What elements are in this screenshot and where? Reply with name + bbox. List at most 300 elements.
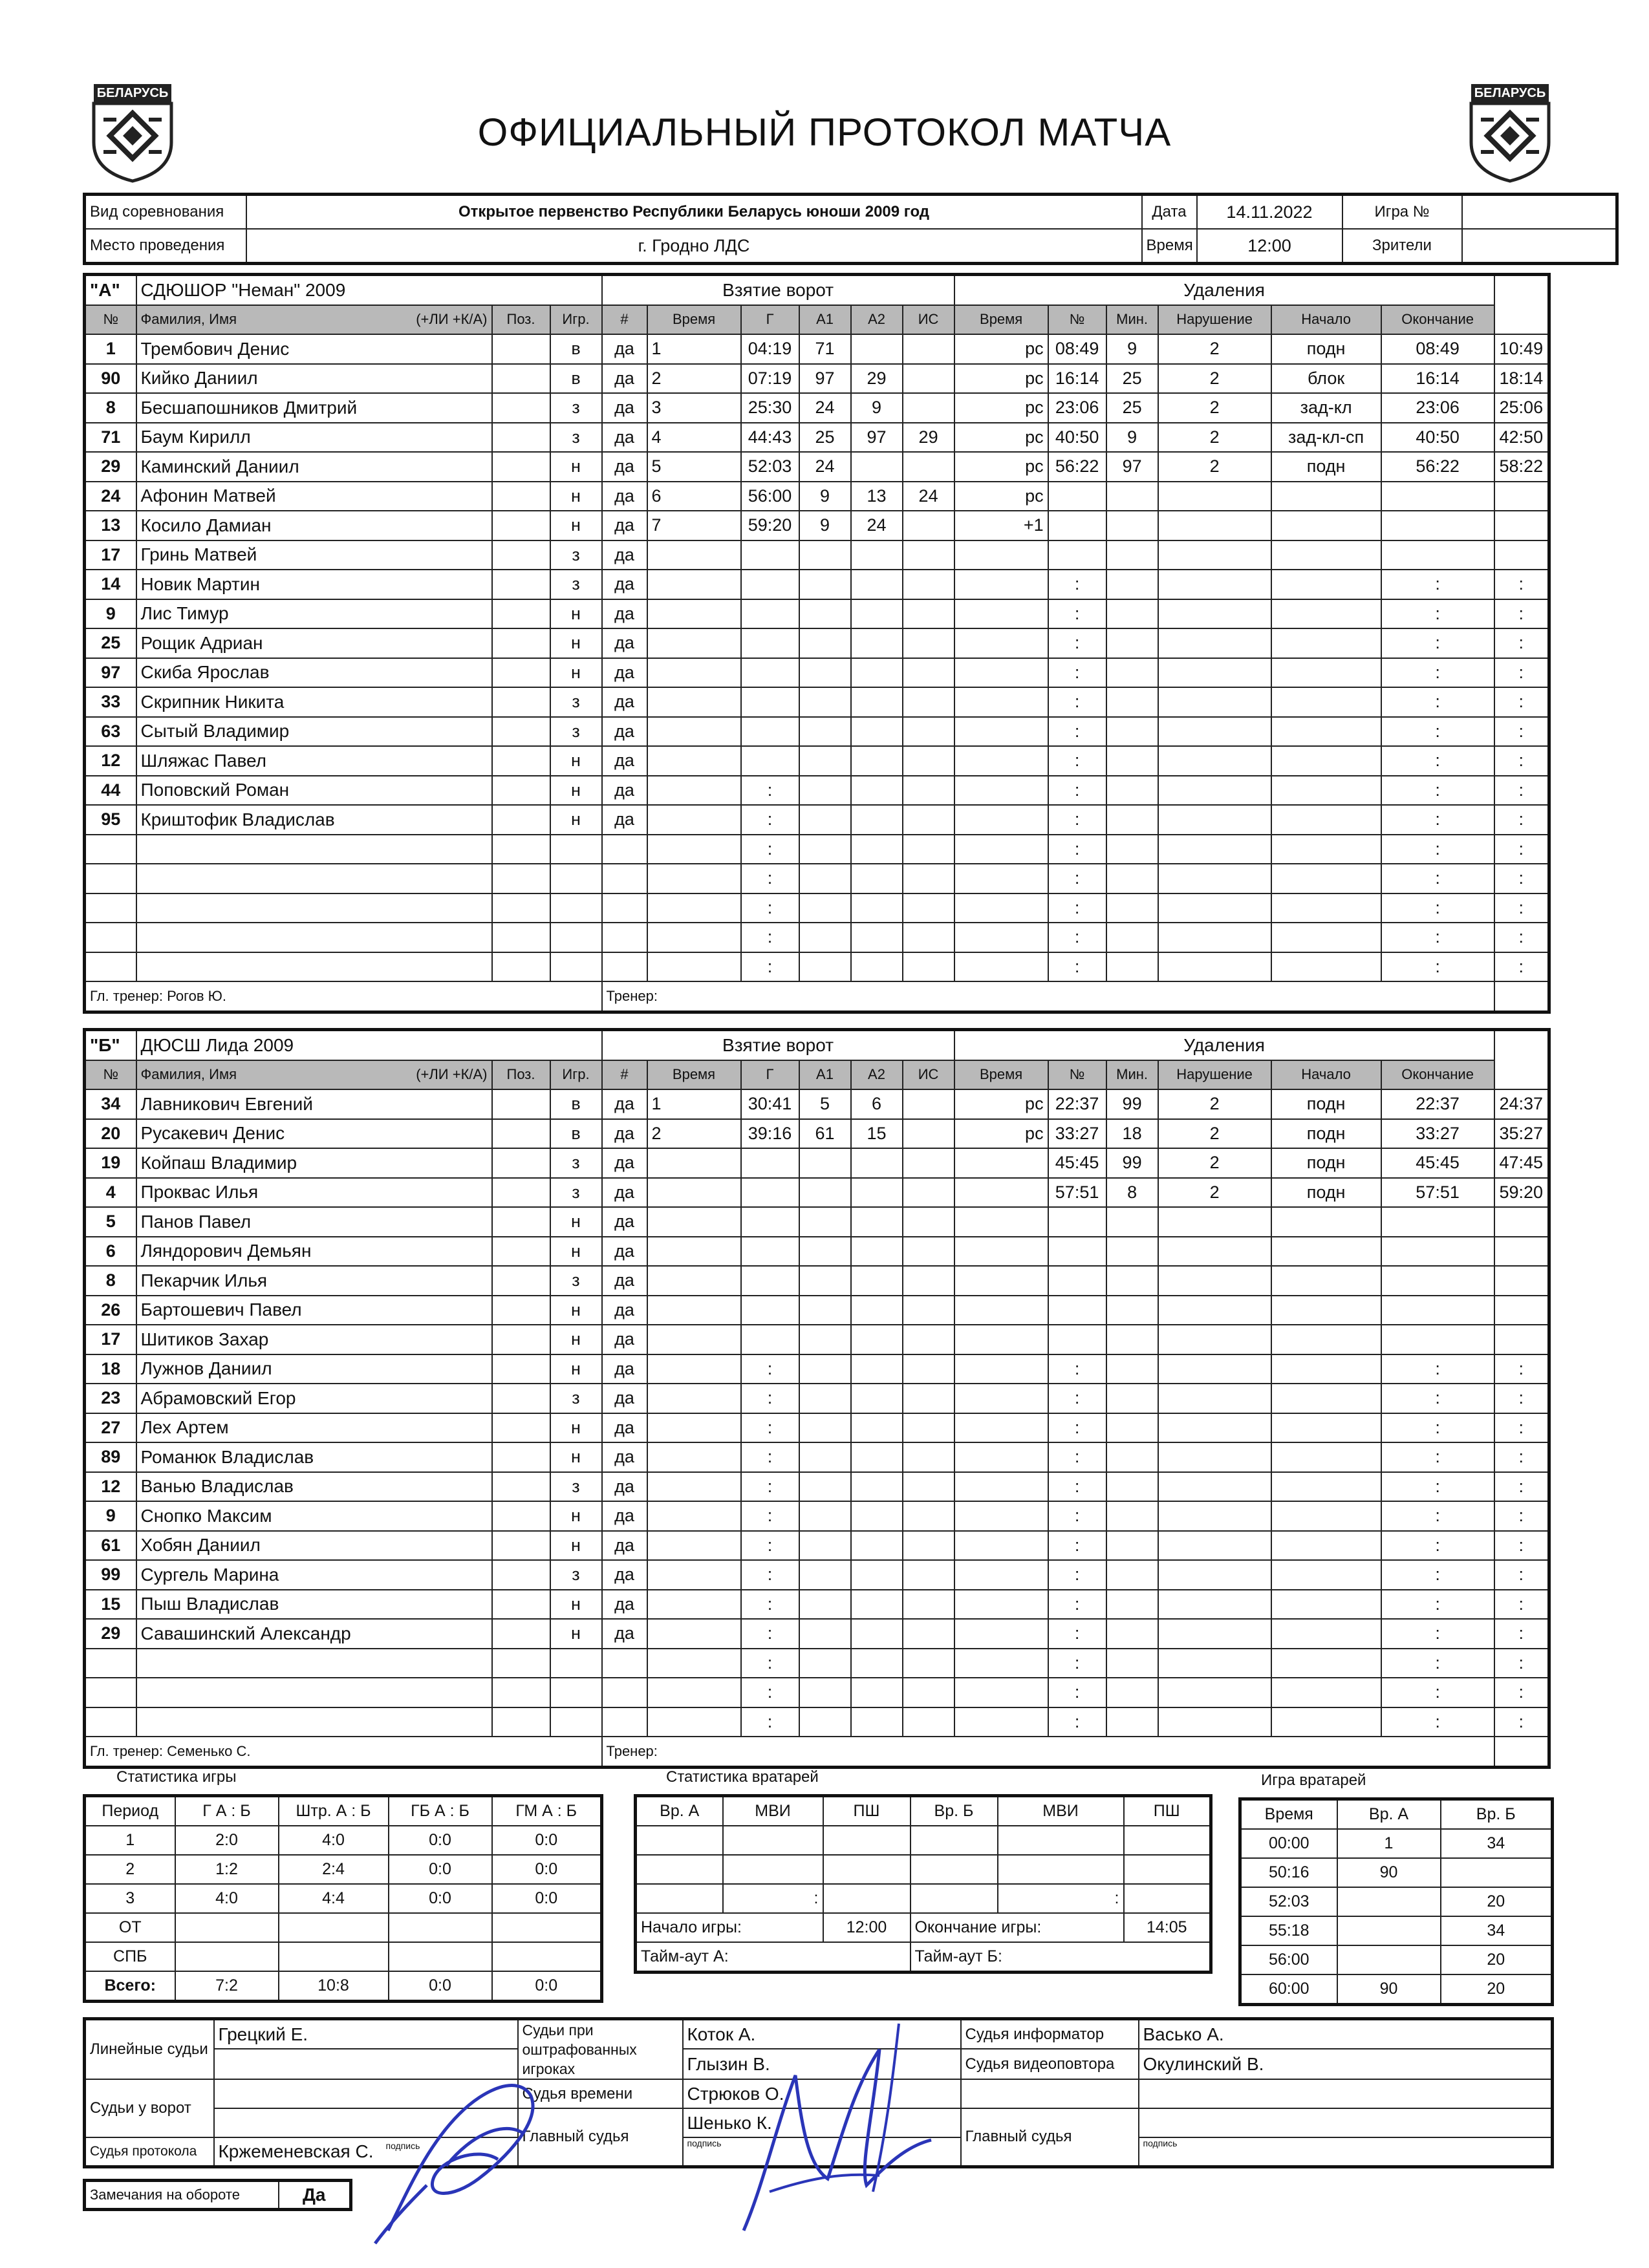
player-played: да xyxy=(602,1354,647,1384)
goal-scorer xyxy=(799,1560,851,1590)
goal-index xyxy=(647,776,741,806)
penalty-violation: подн xyxy=(1271,1178,1381,1208)
player-position: з xyxy=(550,1560,602,1590)
player-position: н xyxy=(550,1501,602,1531)
col-goal-g: Г xyxy=(741,1060,799,1090)
game-stats-cell: 7:2 xyxy=(175,1971,279,2002)
col-num: № xyxy=(85,1060,136,1090)
goal-scorer xyxy=(799,1325,851,1354)
goal-assist-2 xyxy=(903,1354,954,1384)
penalty-violation xyxy=(1271,1413,1381,1443)
penalty-start: : xyxy=(1381,1707,1494,1737)
goalie-stats-row xyxy=(636,1855,1211,1884)
table-row xyxy=(85,1384,1549,1413)
penalty-end xyxy=(1494,1237,1549,1267)
player-number xyxy=(85,893,136,923)
goalie-play-cell: 60:00 xyxy=(1240,1974,1337,2005)
linesmen-value-2 xyxy=(214,2049,518,2079)
penalty-player xyxy=(1106,864,1158,893)
penalty-violation xyxy=(1271,1325,1381,1354)
game-stats-row xyxy=(85,1884,602,1913)
game-stats-cell: 2 xyxy=(85,1855,175,1884)
goalie-stats-table xyxy=(634,1794,1212,1974)
goal-assist-2 xyxy=(903,952,954,982)
penalty-minutes: 2 xyxy=(1158,452,1271,482)
player-name: Кийко Даниил xyxy=(136,364,492,394)
goal-index: 4 xyxy=(647,423,741,453)
game-stats-cell xyxy=(279,1913,389,1942)
goal-assist-2 xyxy=(903,864,954,893)
informer-label: Судья информатор xyxy=(961,2019,1139,2049)
penalty-player xyxy=(1106,1560,1158,1590)
col-pen-time: Время xyxy=(954,305,1048,335)
goal-situation xyxy=(954,717,1048,747)
goal-situation xyxy=(954,1384,1048,1413)
penalty-time: : xyxy=(1048,864,1106,893)
goal-index xyxy=(647,1531,741,1561)
table-row xyxy=(85,776,1549,806)
player-number: 23 xyxy=(85,1384,136,1413)
player-number: 44 xyxy=(85,776,136,806)
goal-situation xyxy=(954,1296,1048,1325)
player-played: да xyxy=(602,1619,647,1649)
goal-index xyxy=(647,1296,741,1325)
penalty-minutes xyxy=(1158,1619,1271,1649)
goal-time: : xyxy=(741,1354,799,1384)
penalty-player: 25 xyxy=(1106,393,1158,423)
goal-index: 3 xyxy=(647,393,741,423)
player-number: 26 xyxy=(85,1296,136,1325)
player-li xyxy=(492,1531,550,1561)
table-row xyxy=(85,893,1549,923)
penalty-start: : xyxy=(1381,1590,1494,1620)
goal-assist-2: 29 xyxy=(903,423,954,453)
timeout-a-label: Тайм-аут А: xyxy=(636,1942,911,1973)
player-number: 8 xyxy=(85,1266,136,1296)
goal-index xyxy=(647,1384,741,1413)
goalie-play-cell: 20 xyxy=(1441,1945,1553,1974)
player-name: Афонин Матвей xyxy=(136,482,492,511)
player-number: 90 xyxy=(85,364,136,394)
col-played: Игр. xyxy=(550,305,602,335)
team-b-trainer: Тренер: xyxy=(602,1737,1494,1767)
player-number: 4 xyxy=(85,1178,136,1208)
goal-scorer xyxy=(799,776,851,806)
player-li xyxy=(492,423,550,453)
table-row xyxy=(85,1296,1549,1325)
player-name: Койпаш Владимир xyxy=(136,1148,492,1178)
goal-situation xyxy=(954,952,1048,982)
penalty-minutes xyxy=(1158,1325,1271,1354)
goal-assist-1 xyxy=(851,570,903,599)
goal-assist-2 xyxy=(903,1619,954,1649)
player-name: Проквас Илья xyxy=(136,1178,492,1208)
player-li xyxy=(492,570,550,599)
referee2-label: Главный судья xyxy=(961,2108,1139,2166)
player-li xyxy=(492,540,550,570)
player-position: в xyxy=(550,1119,602,1149)
table-row xyxy=(85,452,1549,482)
player-played: да xyxy=(602,1472,647,1502)
penalty-time: : xyxy=(1048,805,1106,835)
penalty-time: 23:06 xyxy=(1048,393,1106,423)
goal-assist-1 xyxy=(851,1472,903,1502)
penalty-minutes xyxy=(1158,1590,1271,1620)
goal-assist-1 xyxy=(851,628,903,658)
player-position: з xyxy=(550,1472,602,1502)
player-number: 97 xyxy=(85,658,136,688)
player-played: да xyxy=(602,1384,647,1413)
player-name xyxy=(136,835,492,864)
goalie-play-cell xyxy=(1441,1858,1553,1887)
goal-assist-1 xyxy=(851,1237,903,1267)
player-number: 1 xyxy=(85,334,136,364)
table-row xyxy=(85,393,1549,423)
penalty-end: 35:27 xyxy=(1494,1119,1549,1149)
goal-index: 6 xyxy=(647,482,741,511)
penalty-minutes xyxy=(1158,1472,1271,1502)
penalty-start: 08:49 xyxy=(1381,334,1494,364)
penalty-end xyxy=(1494,1207,1549,1237)
goal-index xyxy=(647,1619,741,1649)
penalty-minutes xyxy=(1158,511,1271,540)
table-row xyxy=(85,1501,1549,1531)
player-played xyxy=(602,1678,647,1707)
penalty-end: : xyxy=(1494,687,1549,717)
table-row xyxy=(85,923,1549,952)
player-number xyxy=(85,923,136,952)
penalty-box-judge-2: Глызин В. xyxy=(683,2049,961,2079)
goal-assist-2 xyxy=(903,570,954,599)
goal-time xyxy=(741,599,799,629)
goal-assist-1 xyxy=(851,1649,903,1678)
table-row xyxy=(85,1707,1549,1737)
penalty-end: 10:49 xyxy=(1494,334,1549,364)
goal-situation xyxy=(954,1531,1048,1561)
player-li xyxy=(492,1707,550,1737)
table-row xyxy=(85,570,1549,599)
player-number: 63 xyxy=(85,717,136,747)
team-b-goals-title: Взятие ворот xyxy=(602,1030,954,1060)
player-name: Криштофик Владислав xyxy=(136,805,492,835)
penalty-time: : xyxy=(1048,628,1106,658)
table-row xyxy=(85,835,1549,864)
goal-time: : xyxy=(741,1413,799,1443)
penalty-player: 18 xyxy=(1106,1119,1158,1149)
game-stats-cell: 0:0 xyxy=(492,1971,602,2002)
penalty-player xyxy=(1106,717,1158,747)
game-number-value xyxy=(1462,195,1617,230)
goal-scorer xyxy=(799,717,851,747)
penalty-player xyxy=(1106,1531,1158,1561)
player-li xyxy=(492,1237,550,1267)
penalty-start: : xyxy=(1381,628,1494,658)
team-b-letter: "Б" xyxy=(85,1030,136,1060)
player-li xyxy=(492,1119,550,1149)
goal-index xyxy=(647,864,741,893)
goal-situation xyxy=(954,570,1048,599)
player-played: да xyxy=(602,1178,647,1208)
player-li xyxy=(492,1649,550,1678)
team-a-table xyxy=(83,273,1551,1014)
penalty-violation xyxy=(1271,1590,1381,1620)
goal-time: : xyxy=(741,1707,799,1737)
penalty-violation xyxy=(1271,1266,1381,1296)
goalie-play-cell: 90 xyxy=(1337,1858,1441,1887)
col-goal-a2: А2 xyxy=(851,305,903,335)
game-stats-cell: 0:0 xyxy=(389,1971,492,2002)
goal-situation xyxy=(954,893,1048,923)
penalty-minutes xyxy=(1158,1237,1271,1267)
player-number: 34 xyxy=(85,1089,136,1119)
player-name: Новик Мартин xyxy=(136,570,492,599)
spectators-label: Зрители xyxy=(1342,229,1462,264)
player-position: з xyxy=(550,1178,602,1208)
goalie-stats-row: : : xyxy=(636,1884,1211,1913)
goal-assist-2 xyxy=(903,1384,954,1413)
penalty-end: : xyxy=(1494,1590,1549,1620)
player-played: да xyxy=(602,805,647,835)
goal-assist-1 xyxy=(851,1325,903,1354)
goal-situation xyxy=(954,687,1048,717)
player-played: да xyxy=(602,687,647,717)
player-li xyxy=(492,452,550,482)
player-name: Шляжас Павел xyxy=(136,746,492,776)
penalty-minutes xyxy=(1158,658,1271,688)
penalty-player: 99 xyxy=(1106,1148,1158,1178)
referee-value: Шенько К. xyxy=(683,2108,961,2137)
goal-scorer xyxy=(799,1649,851,1678)
penalty-player xyxy=(1106,1207,1158,1237)
penalty-end: : xyxy=(1494,1560,1549,1590)
penalty-minutes: 2 xyxy=(1158,423,1271,453)
game-start-row xyxy=(636,1913,1211,1942)
table-row xyxy=(85,952,1549,982)
penalty-violation: подн xyxy=(1271,1119,1381,1149)
col-goal-is: ИС xyxy=(903,1060,954,1090)
goal-assist-2 xyxy=(903,1678,954,1707)
player-number: 19 xyxy=(85,1148,136,1178)
game-stats-row xyxy=(85,1942,602,1971)
goal-assist-2 xyxy=(903,746,954,776)
goalie-play-header-1: Вр. А xyxy=(1337,1799,1441,1830)
goal-index: 1 xyxy=(647,334,741,364)
player-number: 18 xyxy=(85,1354,136,1384)
game-stats-cell: 1:2 xyxy=(175,1855,279,1884)
penalty-start: : xyxy=(1381,1501,1494,1531)
col-pos: Поз. xyxy=(492,305,550,335)
penalty-time: 57:51 xyxy=(1048,1178,1106,1208)
player-name: Сургель Марина xyxy=(136,1560,492,1590)
empty-cell xyxy=(1139,2079,1553,2108)
player-position: н xyxy=(550,628,602,658)
goal-assist-1 xyxy=(851,952,903,982)
goal-scorer xyxy=(799,952,851,982)
player-played: да xyxy=(602,1119,647,1149)
player-number xyxy=(85,1707,136,1737)
player-li xyxy=(492,1296,550,1325)
penalty-time: 08:49 xyxy=(1048,334,1106,364)
goal-situation xyxy=(954,1678,1048,1707)
player-number xyxy=(85,1649,136,1678)
team-b-rows xyxy=(85,1089,1549,1737)
goal-time: : xyxy=(741,893,799,923)
goalie-play-cell: 20 xyxy=(1441,1887,1553,1916)
goal-situation: +1 xyxy=(954,511,1048,540)
player-position xyxy=(550,952,602,982)
penalty-minutes xyxy=(1158,570,1271,599)
penalty-time: : xyxy=(1048,952,1106,982)
penalty-end: : xyxy=(1494,1649,1549,1678)
player-played: да xyxy=(602,1266,647,1296)
goal-assist-1 xyxy=(851,1384,903,1413)
goalie-play-cell: 50:16 xyxy=(1240,1858,1337,1887)
penalty-end: : xyxy=(1494,893,1549,923)
goalie-play-cell: 55:18 xyxy=(1240,1916,1337,1945)
goal-assist-1: 15 xyxy=(851,1119,903,1149)
player-position xyxy=(550,835,602,864)
penalty-violation xyxy=(1271,923,1381,952)
penalty-time xyxy=(1048,482,1106,511)
penalty-start: : xyxy=(1381,1560,1494,1590)
penalty-minutes xyxy=(1158,1413,1271,1443)
player-position: з xyxy=(550,1384,602,1413)
penalty-player xyxy=(1106,687,1158,717)
penalty-end xyxy=(1494,540,1549,570)
goal-time: 25:30 xyxy=(741,393,799,423)
goal-scorer: 61 xyxy=(799,1119,851,1149)
table-row xyxy=(85,1354,1549,1384)
player-number xyxy=(85,1678,136,1707)
goal-assist-1 xyxy=(851,1678,903,1707)
penalty-end: : xyxy=(1494,864,1549,893)
goal-situation xyxy=(954,658,1048,688)
player-played: да xyxy=(602,1590,647,1620)
player-li xyxy=(492,1089,550,1119)
col-pen-start: Начало xyxy=(1271,305,1381,335)
goal-situation xyxy=(954,1266,1048,1296)
col-goal-idx: # xyxy=(602,1060,647,1090)
goal-index xyxy=(647,835,741,864)
goalie-play-cell xyxy=(1337,1916,1441,1945)
goalie-play-row xyxy=(1240,1916,1553,1945)
penalty-start xyxy=(1381,540,1494,570)
goal-index: 1 xyxy=(647,1089,741,1119)
penalty-violation xyxy=(1271,1442,1381,1472)
goal-assist-1 xyxy=(851,1354,903,1384)
player-name: Снопко Максим xyxy=(136,1501,492,1531)
goal-situation xyxy=(954,1178,1048,1208)
goalie-stats-header-0: Вр. А xyxy=(636,1796,723,1826)
player-li xyxy=(492,835,550,864)
penalty-start xyxy=(1381,1296,1494,1325)
penalty-end: : xyxy=(1494,835,1549,864)
player-li xyxy=(492,1178,550,1208)
goal-scorer xyxy=(799,1384,851,1413)
player-played: да xyxy=(602,1560,647,1590)
goalie-play-header-2: Вр. Б xyxy=(1441,1799,1553,1830)
goal-scorer xyxy=(799,540,851,570)
logo-right-text: БЕЛАРУСЬ xyxy=(1474,86,1546,100)
goal-situation: рс xyxy=(954,334,1048,364)
penalty-violation: подн xyxy=(1271,1089,1381,1119)
referee2-value xyxy=(1139,2108,1553,2137)
scorer-label: Судья протокола xyxy=(85,2137,214,2166)
penalty-end: : xyxy=(1494,776,1549,806)
penalty-start xyxy=(1381,1237,1494,1267)
penalty-start: : xyxy=(1381,1649,1494,1678)
player-li xyxy=(492,511,550,540)
penalty-time: 40:50 xyxy=(1048,423,1106,453)
goal-scorer: 24 xyxy=(799,393,851,423)
penalty-start: : xyxy=(1381,1678,1494,1707)
scorer-name: Кржеменевская С. xyxy=(218,2141,374,2161)
penalty-violation xyxy=(1271,835,1381,864)
penalty-player xyxy=(1106,1237,1158,1267)
player-li xyxy=(492,364,550,394)
penalty-start: : xyxy=(1381,717,1494,747)
goalie-play-cell: 56:00 xyxy=(1240,1945,1337,1974)
goalie-play-table xyxy=(1238,1797,1554,2006)
player-position xyxy=(550,1678,602,1707)
penalty-player xyxy=(1106,776,1158,806)
player-number: 61 xyxy=(85,1531,136,1561)
goal-time: : xyxy=(741,1501,799,1531)
penalty-time: : xyxy=(1048,1472,1106,1502)
goal-time: : xyxy=(741,1678,799,1707)
penalty-time xyxy=(1048,1296,1106,1325)
goal-situation xyxy=(954,1413,1048,1443)
col-goal-a1: А1 xyxy=(799,305,851,335)
player-number: 25 xyxy=(85,628,136,658)
player-number: 14 xyxy=(85,570,136,599)
player-number: 15 xyxy=(85,1590,136,1620)
goal-index xyxy=(647,1413,741,1443)
penalty-player xyxy=(1106,1384,1158,1413)
goal-situation xyxy=(954,805,1048,835)
player-played xyxy=(602,864,647,893)
penalty-minutes xyxy=(1158,540,1271,570)
game-stats-cell: Всего: xyxy=(85,1971,175,2002)
penalty-time: 22:37 xyxy=(1048,1089,1106,1119)
penalty-end: 24:37 xyxy=(1494,1089,1549,1119)
penalty-player xyxy=(1106,570,1158,599)
penalty-end: 42:50 xyxy=(1494,423,1549,453)
time-value: 12:00 xyxy=(1197,229,1342,264)
player-played: да xyxy=(602,776,647,806)
player-position: н xyxy=(550,1619,602,1649)
penalty-minutes xyxy=(1158,1678,1271,1707)
player-played: да xyxy=(602,452,647,482)
scorer-value xyxy=(214,2137,518,2166)
game-stats-cell xyxy=(175,1942,279,1971)
goal-time: : xyxy=(741,1472,799,1502)
goalie-play-header-row xyxy=(1240,1799,1553,1830)
goal-index xyxy=(647,687,741,717)
player-li xyxy=(492,805,550,835)
penalty-minutes: 2 xyxy=(1158,364,1271,394)
goal-time: : xyxy=(741,1649,799,1678)
player-played xyxy=(602,893,647,923)
goal-time: : xyxy=(741,1531,799,1561)
goal-assist-2 xyxy=(903,923,954,952)
player-li xyxy=(492,746,550,776)
penalty-start: : xyxy=(1381,893,1494,923)
table-row xyxy=(85,511,1549,540)
penalty-time: : xyxy=(1048,835,1106,864)
penalty-time: : xyxy=(1048,1531,1106,1561)
goal-assist-2 xyxy=(903,1442,954,1472)
